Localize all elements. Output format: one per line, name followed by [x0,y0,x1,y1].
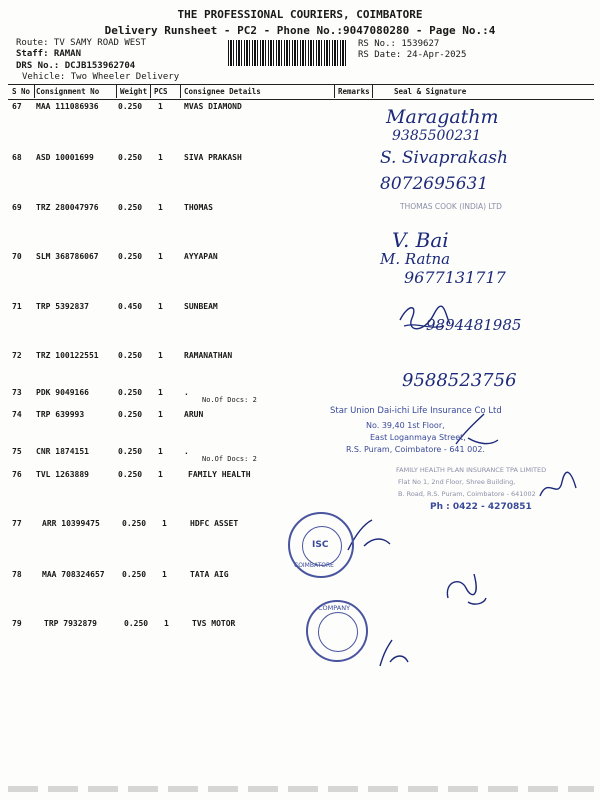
stamp-isc-seal [288,512,354,578]
row-consignee: AYYAPAN [184,252,218,261]
isc-coimbatore: COIMBATORE [294,562,334,569]
row-sno: 76 [12,470,22,479]
phone-68: 8072695631 [380,174,489,194]
col-sno: S No [12,87,31,96]
row-consignee: RAMANATHAN [184,351,233,360]
col-weight: Weight [120,87,148,96]
signature-79-scribble [374,636,414,672]
row-weight: 0.250 [118,410,143,419]
signature-70: M. Ratna [380,250,451,268]
row-sno: 79 [12,619,22,628]
stamp-star-union: Star Union Dai-ichi Life Insurance Co Ltd [330,406,502,416]
row-weight: 0.250 [118,447,143,456]
row-pcs: 1 [158,447,163,456]
stamp-family-address1: Flat No 1, 2nd Floor, Shree Building, [398,478,516,486]
stamp-thomas: THOMAS COOK (INDIA) LTD [400,202,502,211]
row-weight: 0.450 [118,302,143,311]
row-weight: 0.250 [118,470,143,479]
row-cno: MAA 708324657 [42,570,105,579]
rs-number: RS No.: 1539627 [358,39,440,49]
row-consignee: MVAS DIAMOND [184,102,242,111]
row-cno: SLM 368786067 [36,252,99,261]
row-weight: 0.250 [118,388,143,397]
isc-label: ISC [312,540,329,550]
row-cno: TRZ 280047976 [36,203,99,212]
row-cno: TRZ 100122551 [36,351,99,360]
docs-count: No.Of Docs: 2 [202,396,257,404]
signature-71-scribble [394,300,454,340]
row-sno: 78 [12,570,22,579]
table-header [8,84,594,100]
row-cno: PDK 9049166 [36,388,89,397]
signature-76-scribble [536,470,580,506]
stamp-family-address2: B. Road, R.S. Puram, Coimbatore - 641002 [398,490,536,498]
row-sno: 70 [12,252,22,261]
row-cno: TRP 5392837 [36,302,89,311]
stamp-star-address2: East Loganmaya Street, [370,433,466,442]
row-weight: 0.250 [124,619,149,628]
vehicle: Vehicle: Two Wheeler Delivery [22,72,180,82]
row-pcs: 1 [158,470,163,479]
row-weight: 0.250 [122,570,147,579]
row-cno: ARR 10399475 [42,519,100,528]
col-consignee: Consignee Details [184,87,261,96]
row-weight: 0.250 [118,252,143,261]
rs-date: RS Date: 24-Apr-2025 [358,50,467,60]
footer-faded-text [8,786,594,792]
row-sno: 67 [12,102,22,111]
docs-count: No.Of Docs: 2 [202,455,257,463]
stamp-family-name: FAMILY HEALTH PLAN INSURANCE TPA LIMITED [396,466,547,474]
stamp-star-address3: R.S. Puram, Coimbatore - 641 002. [346,445,485,454]
signature-78-scribble [440,562,490,610]
row-consignee: TVS MOTOR [192,619,236,628]
row-cno: MAA 111086936 [36,102,99,111]
row-consignee: . [184,447,189,456]
row-cno: CNR 1874151 [36,447,89,456]
col-consignment: Consignment No [36,87,100,96]
row-weight: 0.250 [118,351,143,360]
row-sno: 72 [12,351,22,360]
runsheet-subtitle: Delivery Runsheet - PC2 - Phone No.:9047080280 - Page No.:4 [104,24,496,37]
row-pcs: 1 [158,351,163,360]
col-pcs: PCS [154,87,168,96]
row-cno: TRP 639993 [36,410,85,419]
stamp-company-seal [306,600,368,662]
row-weight: 0.250 [118,102,143,111]
row-pcs: 1 [158,388,163,397]
row-pcs: 1 [158,252,163,261]
row-consignee: SUNBEAM [184,302,218,311]
row-pcs: 1 [158,302,163,311]
row-cno: TVL 1263889 [36,470,89,479]
row-sno: 73 [12,388,22,397]
col-seal: Seal & Signature [394,87,467,96]
stamp-star-address1: No. 39,40 1st Floor, [366,421,445,430]
barcode [228,40,348,66]
row-consignee: TATA AIG [190,570,229,579]
row-consignee: . [184,388,189,397]
row-consignee: SIVA PRAKASH [184,153,242,162]
row-consignee: FAMILY HEALTH [188,470,251,479]
row-consignee: HDFC ASSET [190,519,239,528]
row-weight: 0.250 [118,153,143,162]
row-pcs: 1 [162,519,167,528]
stamp-family-phone: Ph : 0422 - 4270851 [430,502,532,512]
row-weight: 0.250 [118,203,143,212]
phone-67: 9385500231 [392,128,482,144]
row-pcs: 1 [158,410,163,419]
signature-67: Maragathm [386,106,499,128]
signature-68: S. Sivaprakash [380,148,508,168]
row-pcs: 1 [164,619,169,628]
row-sno: 69 [12,203,22,212]
row-pcs: 1 [158,203,163,212]
row-sno: 77 [12,519,22,528]
phone-70: 9677131717 [404,268,506,287]
drs-number: DRS No.: DCJB153962704 [16,61,136,71]
col-remarks: Remarks [338,87,370,96]
row-cno: ASD 10001699 [36,153,94,162]
company-title: THE PROFESSIONAL COURIERS, COIMBATORE [177,8,423,21]
route: Route: TV SAMY ROAD WEST [16,38,147,48]
phone-73: 9588523756 [402,370,517,391]
row-pcs: 1 [158,153,163,162]
seal-company-label: COMPANY [318,604,351,612]
staff: Staff: RAMAN [16,49,82,59]
signature-69: V. Bai [392,228,449,252]
row-sno: 68 [12,153,22,162]
row-sno: 75 [12,447,22,456]
phone-71: 9894481985 [426,316,522,334]
row-consignee: ARUN [184,410,204,419]
row-pcs: 1 [158,102,163,111]
row-sno: 71 [12,302,22,311]
row-pcs: 1 [162,570,167,579]
row-sno: 74 [12,410,22,419]
row-weight: 0.250 [122,519,147,528]
row-cno: TRP 7932879 [44,619,97,628]
row-consignee: THOMAS [184,203,213,212]
